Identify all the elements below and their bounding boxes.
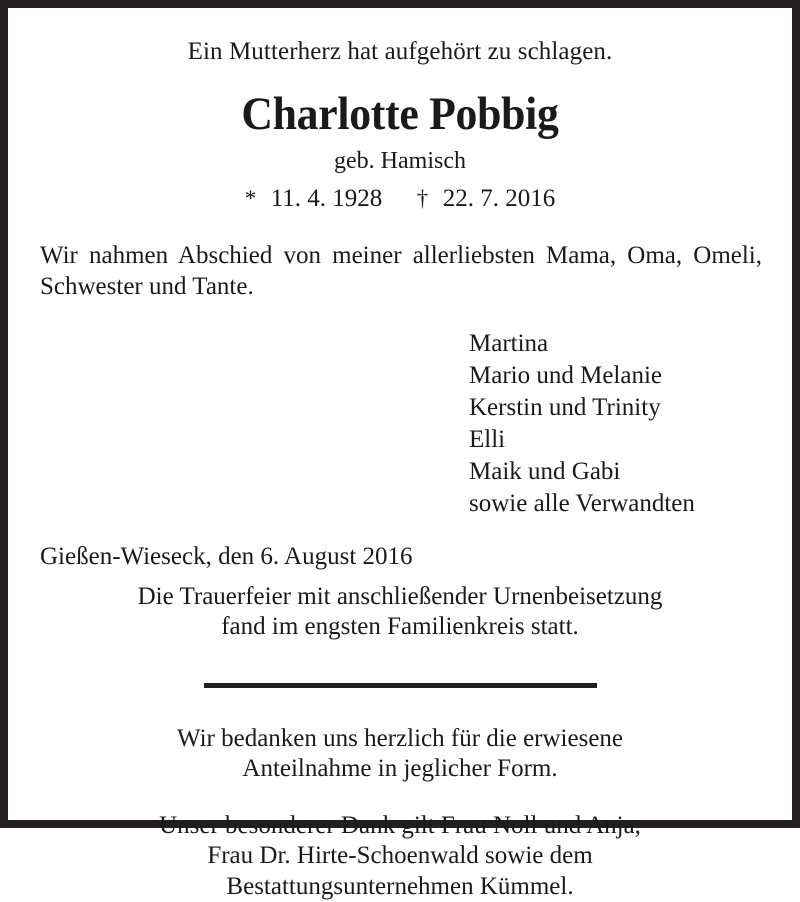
death-cross-icon: †	[416, 186, 429, 212]
thanks-line: Unser besonderer Dank gilt Frau Noll und Anja,	[159, 811, 641, 839]
list-item: Mario und Melanie	[469, 361, 663, 389]
death-date: 22. 7. 2016	[442, 185, 556, 213]
epitaph-line: Ein Mutterherz hat aufgehört zu schlagen.	[187, 38, 613, 65]
deceased-name: Charlotte Pobbig	[241, 87, 559, 140]
list-item: Kerstin und Trinity	[469, 393, 661, 421]
notice-content	[8, 8, 792, 900]
divider-rule	[204, 683, 597, 688]
list-item: Maik und Gabi	[469, 457, 621, 485]
notice-inner-frame	[6, 6, 794, 900]
thanks-paragraph-first	[34, 724, 766, 785]
ceremony-line: fand im engsten Familienkreis statt.	[221, 613, 579, 641]
birth-date: 11. 4. 1928	[270, 185, 383, 213]
ceremony-line: Die Trauerfeier mit anschließender Urnenbeisetzung	[137, 582, 663, 610]
list-item: Elli	[469, 425, 506, 453]
list-item: sowie alle Verwandten	[469, 489, 695, 517]
ceremony-note	[34, 582, 766, 643]
thanks-paragraph-second	[34, 811, 766, 902]
thanks-line: Wir bedanken uns herzlich für die erwiesene	[176, 724, 624, 752]
life-dates	[34, 185, 766, 214]
maiden-name: geb. Hamisch	[334, 148, 466, 175]
farewell-paragraph: Wir nahmen Abschied von meiner allerliebsten Mama, Oma, Omeli, Schwester und Tante.	[40, 241, 762, 300]
birth-star-icon: *	[244, 186, 257, 212]
list-item: Martina	[469, 329, 549, 357]
survivors-list	[34, 328, 766, 520]
thanks-line: Anteilnahme in jeglicher Form.	[242, 755, 558, 783]
place-and-date: Gießen-Wieseck, den 6. August 2016	[40, 542, 413, 570]
divider	[34, 675, 766, 693]
thanks-line: Frau Dr. Hirte-Schoenwald sowie dem	[207, 842, 593, 870]
thanks-line: Bestattungsunternehmen Kümmel.	[226, 872, 574, 900]
